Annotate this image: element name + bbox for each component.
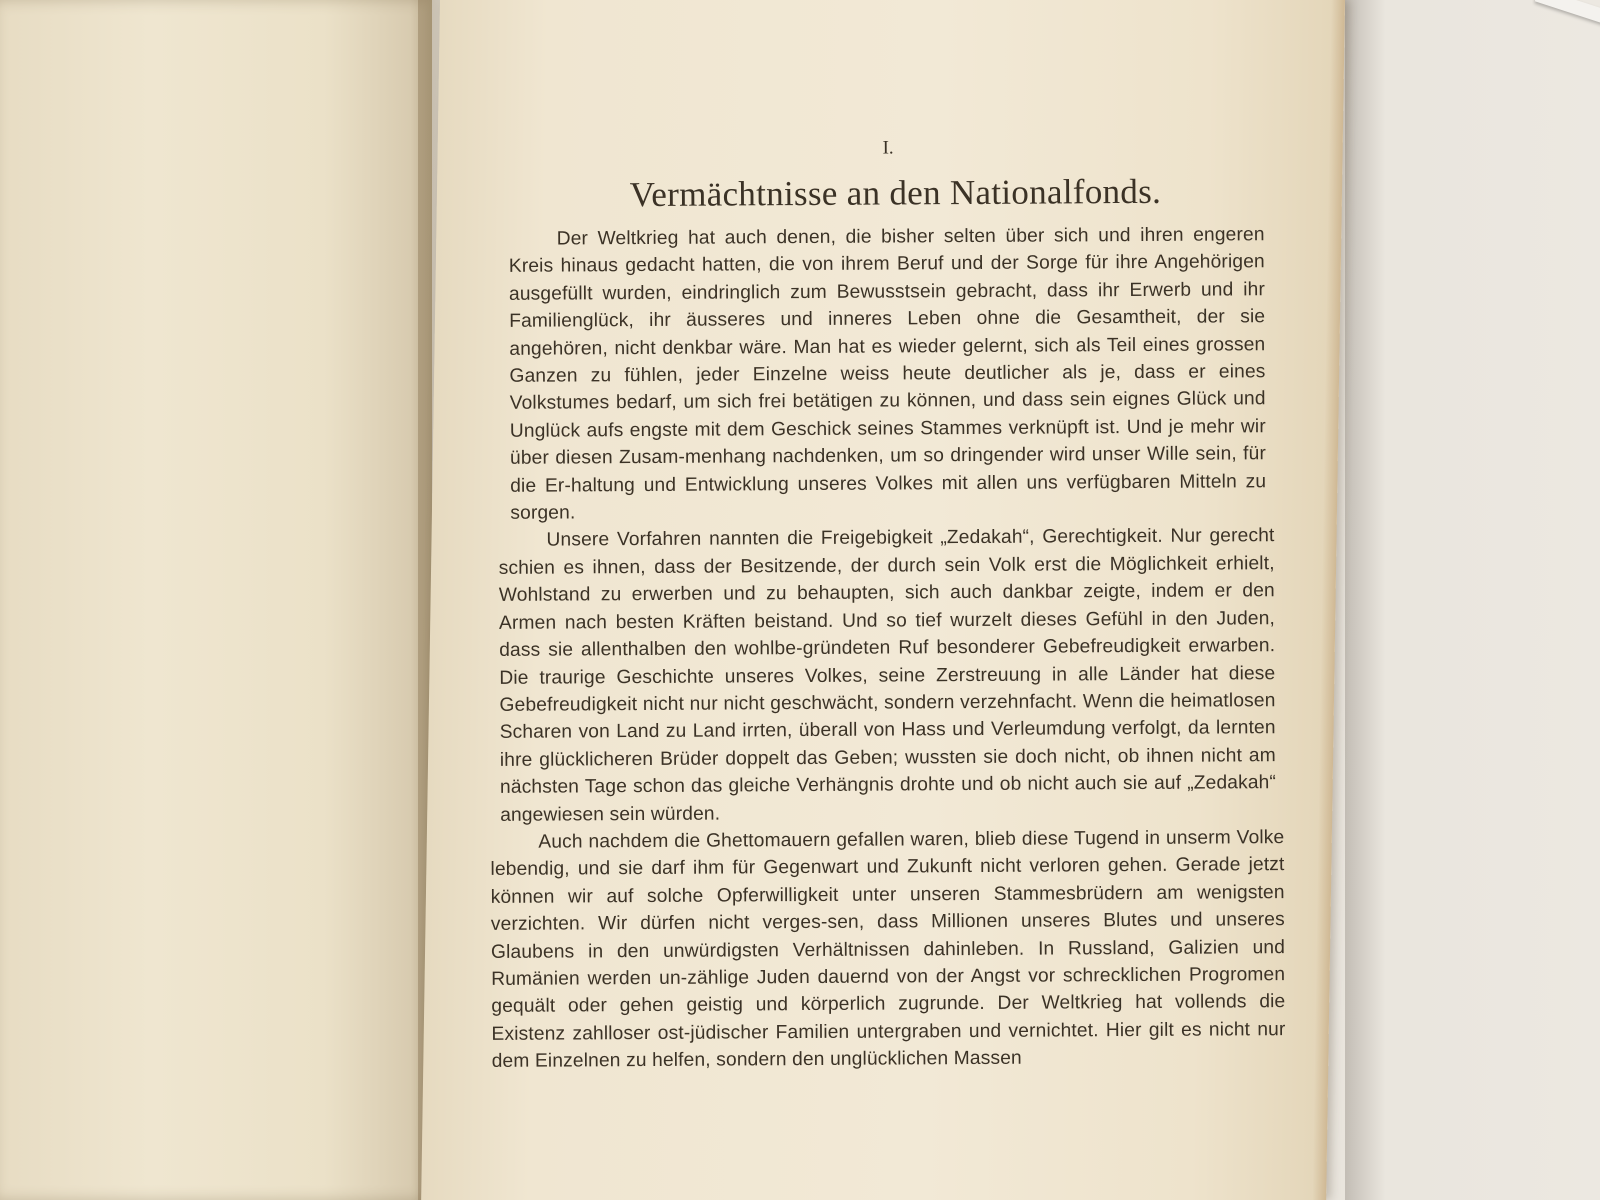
paragraph-2: Unsere Vorfahren nannten die Freigebigkeit „Zedakah“, Gerechtigkeit. Nur gerecht schien es ihnen, dass der Besitzende, der durch sein Volk erst die Möglichkeit erhielt, Wohlstand zu erwerben und zu behaupten, sich auch dankbar zeigte, indem er den Armen nach besten Kräften beistand. Und so tief wurzelt dieses Gefühl in den Juden, dass sie allenthalben den wohlbe-gründeten Ruf besonderer Gebefreudigkeit erwarben. Die traurige Geschichte unseres Volkes, seine Zerstreuung in alle Länder hat diese Gebefreudigkeit nicht nur nicht geschwächt, sondern verzehnfacht. Wenn die heimatlosen Scharen von Land zu Land irrten, überall von Hass und Verleumdung verfolgt, da lernten ihre glücklicheren Brüder doppelt das Geben; wussten sie doch nicht, ob ihnen nicht am nächsten Tage schon das gleiche Verhängnis drohte und ob nicht auch sie auf „Zedakah“ angewiesen sein würden. [498,525,1277,826]
page-content [478,125,1294,1076]
paragraph-1: Der Weltkrieg hat auch denen, die bisher selten über sich und ihren engeren Kreis hinaus gedacht hatten, die von ihrem Beruf und der Sorge für ihre Angehörigen ausgefüllt wurden, eindringlich zum Bewusstsein gebracht, dass ihr Erwerb und ihr Familienglück, ihr äusseres und inneres Leben ohne die Gesamtheit, der sie angehören, nicht denkbar wäre. Man hat es wieder gelernt, sich als Teil eines grossen Ganzen zu fühlen, jeder Einzelne weiss heute deutlicher als je, dass er eines Volkstumes bedarf, um sich frei betätigen zu können, und dass sein eignes Glück und Unglück aufs engste mit dem Geschick seines Stammes verknüpft ist. Und je mehr wir über diesen Zusam-menhang nachdenken, um so dringender wird unser Wille sein, für die Er-haltung und Entwicklung unseres Volkes mit allen uns verfügbaren Mitteln zu sorgen. [508,224,1267,524]
left-page [0,0,432,1200]
body-text [479,221,1294,1076]
page-title: Vermächtnisse an den Nationalfonds. [629,171,1162,215]
table-surface [1345,0,1385,1200]
chapter-number: I. [882,137,894,159]
paragraph-3: Auch nachdem die Ghettomauern gefallen waren, blieb diese Tugend in unserm Volke lebendig, und sie darf ihm für Gegenwart und Zukunft nicht verloren gehen. Gerade jetzt können wir auf solche Opferwilligkeit unter unseren Stammesbrüdern am wenigsten verzichten. Wir dürfen nicht verges-sen, dass Millionen unseres Blutes und unseres Glaubens in den unwürdigsten Verhältnissen dahinleben. In Russland, Galizien und Rumänien werden un-zählige Juden dauernd von der Angst vor schrecklichen Progromen gequält oder gehen geistig und körperlich zugrunde. Der Weltkrieg hat vollends die Existenz zahlloser ost-jüdischer Familien untergraben und vernichtet. Hier gilt es nicht nur dem Einzelnen zu helfen, sondern den unglücklichen Massen [490,827,1286,1073]
loose-paper-corner [1535,0,1600,26]
